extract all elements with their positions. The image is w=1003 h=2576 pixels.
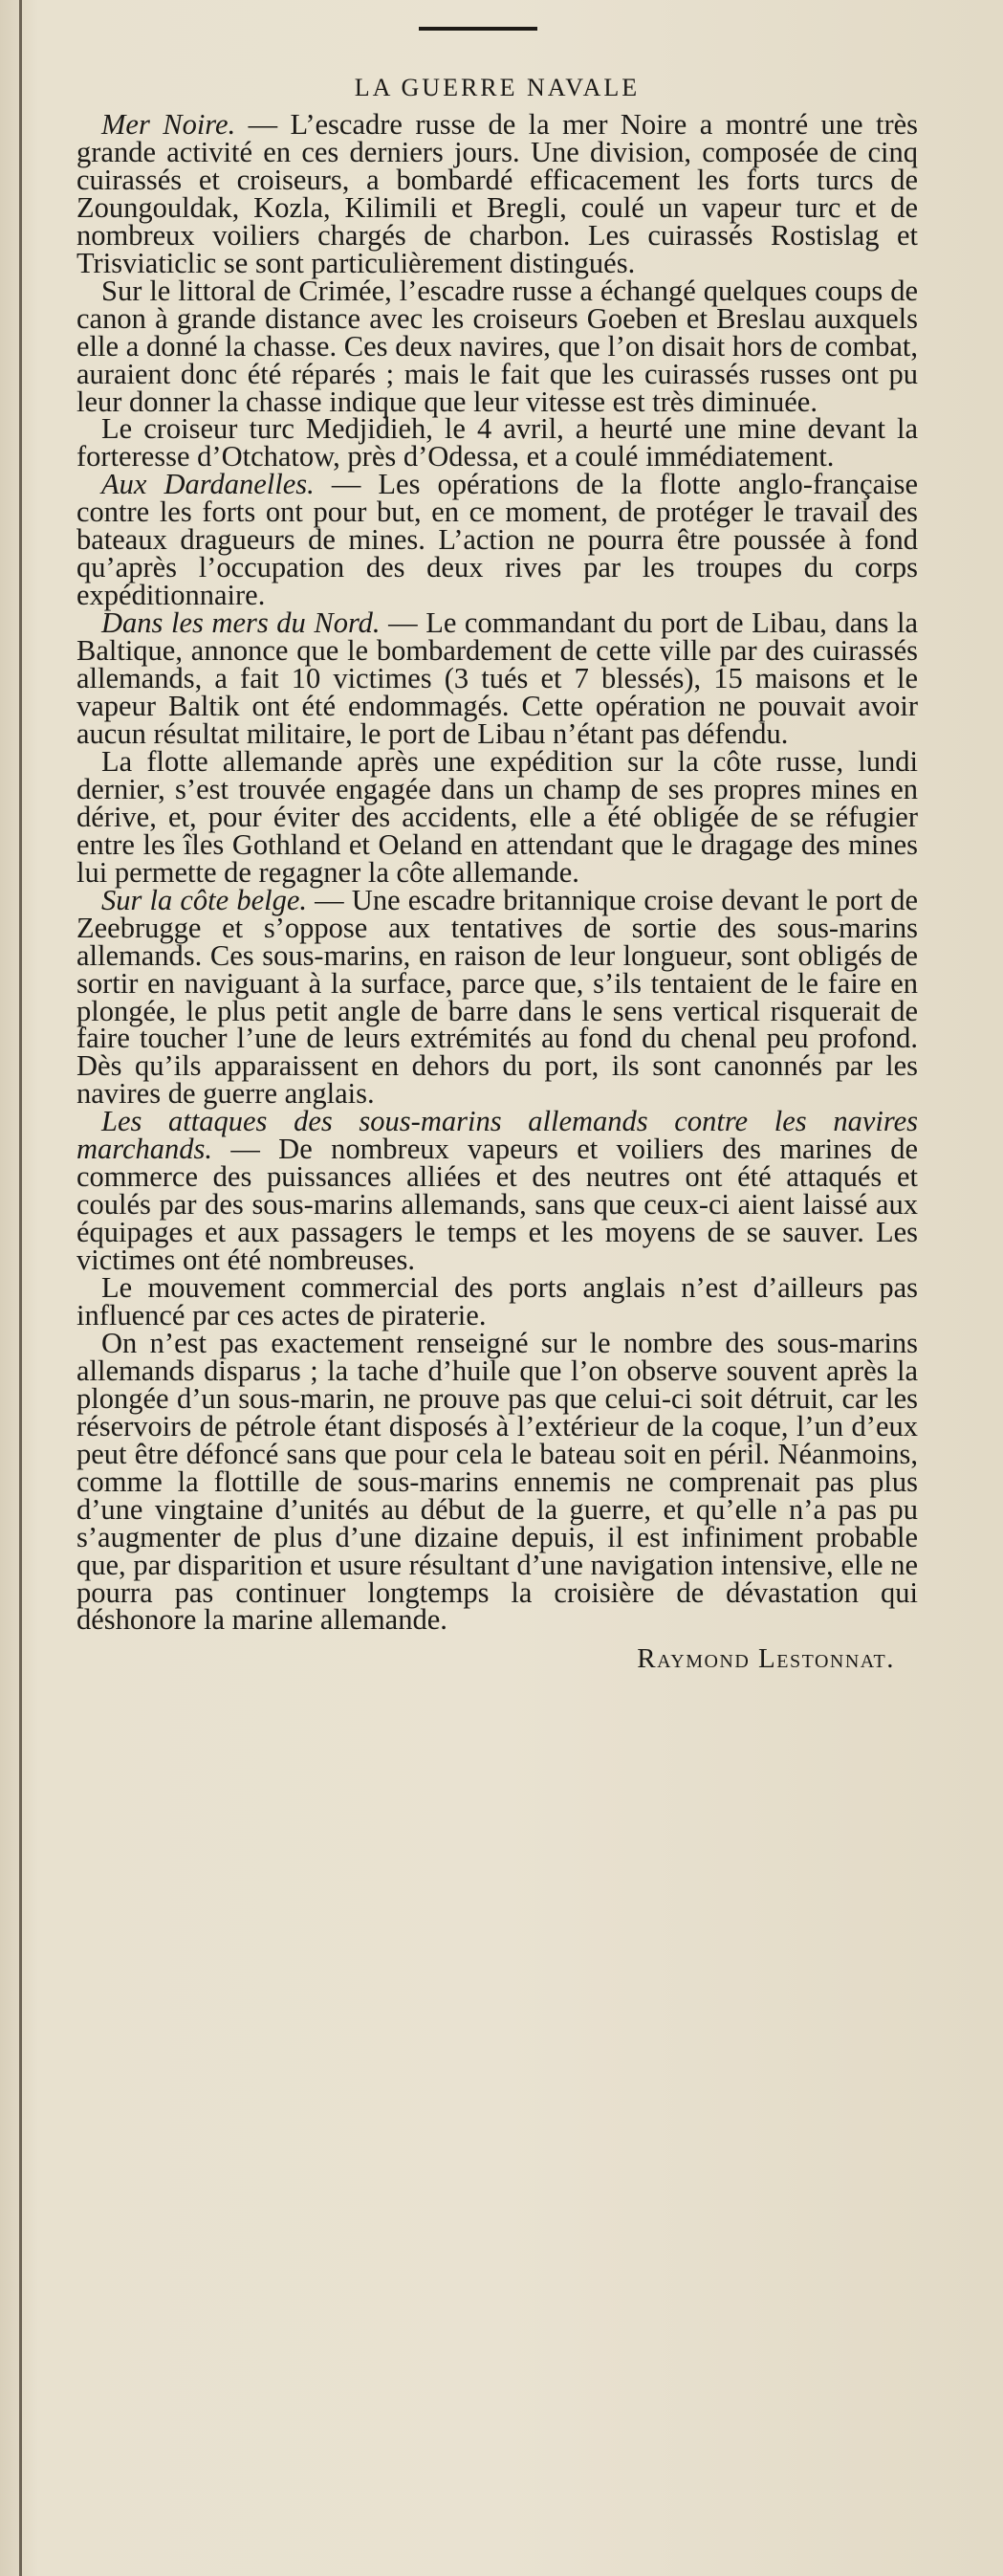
paragraph-title: Mer Noire. — [101, 108, 236, 141]
paragraph-sous-marins-disparus — [76, 1326, 918, 1637]
paragraph-text: — Une escadre britannique croise devant le port de Zeebrugge et s’oppose aux tentatives de sortie des sous-marins allemands. Ces sous-marins, en raison de leur longueur, sont obligés de sortir en naviguant à la surface, parce que, s’ils tentaient de le faire en plongée, le plus petit angle de barre dans le sens vertical risquerait de faire toucher l’une de leurs extrémités au fond du chenal peu profond. Dès qu’ils apparaissent en dehors du port, ils sont canonnés par les navires de guerre anglais. — [76, 883, 918, 1111]
header-rule — [419, 27, 537, 31]
paragraph-mer-noire — [76, 108, 919, 279]
paragraph-text: La flotte allemande après une expédition sur la côte russe, lundi dernier, s’est trouvée engagée dans un champ de ses propres mines en dérive, et, pour éviter des accidents, elle a été obligée de se réfugier entre les îles Gothland et Oeland en attendant que le dragage des mines lui permette de regagner la côte allemande. — [76, 744, 918, 889]
paragraph-text: — De nombreux vapeurs et voiliers des marines de commerce des puissances alliées et des neutres ont été attaqués et coulés par des sous-marins allemands, sans que ceux-ci aient laissé aux équipages et aux passagers le temps et les moyens de se sauver. Les victimes ont été nombreuses. — [76, 1133, 918, 1277]
paragraph-medjidieh — [76, 412, 918, 473]
paragraph-title: Aux Dardanelles. — [101, 468, 315, 501]
paragraph-attaques-sous-marins — [76, 1105, 918, 1277]
paragraph-text: Le croiseur turc Medjidieh, le 4 avril, a heurté une mine devant la forteresse d’Otchatow, près d’Odessa, et a coulé immédiatement. — [76, 412, 918, 473]
column-rule — [19, 0, 22, 2576]
paragraph-mers-du-nord — [76, 606, 918, 750]
paragraph-flotte-allemande — [76, 744, 918, 889]
paragraph-crimee — [76, 274, 918, 418]
paragraph-mouvement-commercial — [76, 1271, 918, 1332]
paragraph-text: Sur le littoral de Crimée, l’escadre russe a échangé quelques coups de canon à grande distance avec les croiseurs Goeben et Breslau auxquels elle a donné la chasse. Ces deux navires, que l’on disait hors de combat, auraient donc été réparés ; mais le fait que les cuirassés russes ont pu leur donner la chasse indique que leur vitesse est très diminuée. — [76, 274, 918, 418]
paragraph-text: Le mouvement commercial des ports anglais n’est d’ailleurs pas influencé par ces actes de piraterie. — [76, 1271, 918, 1332]
article-column — [76, 71, 918, 1673]
paragraph-title: Sur la côte belge. — [101, 883, 307, 916]
paragraph-text: — Les opérations de la flotte anglo-française contre les forts ont pour but, en ce moment, de protéger le travail des bateaux dragueurs de mines. L’action ne pourra être poussée à fond qu’après l’occupation des deux rives par les troupes du corps expéditionnaire. — [76, 468, 918, 612]
paragraph-title: Les attaques des sous-marins allemands contre les navires marchands. — [76, 1105, 918, 1166]
paragraph-title: Dans les mers du Nord. — [101, 606, 381, 640]
paragraph-text: — L’escadre russe de la mer Noire a montré une très grande activité en ces derniers jours. Une division, composée de cinq cuirassés et croiseurs, a bombardé efficacement les forts turcs de Zoungouldak, Kozla, Kilimili et Bregli, coulé un vapeur turc et de nombreux voiliers chargés de charbon. Les cuirassés Rostislag et Trisviaticlic se sont particulièrement distingués. — [76, 108, 919, 279]
paragraph-text: On n’est pas exactement renseigné sur le nombre des sous-marins allemands disparus ; la tache d’huile que l’on observe souvent après la plongée d’un sous-marin, ne prouve pas que celui-ci soit détruit, car les réservoirs de pétrole étant disposés à l’extérieur de la coque, l’un d’eux peut être défoncé sans que pour cela le bateau soit en péril. Néanmoins, comme la flottille de sous-marins ennemis ne comprenait pas plus d’une vingtaine d’unités au début de la guerre, et qu’elle n’a pas pu s’augmenter de plus d’une dizaine depuis, il est infiniment probable que, par disparition et usure résultant d’une navigation intensive, elle ne pourra pas continuer longtemps la croisière de dévastation qui déshonore la marine allemande. — [76, 1326, 918, 1637]
article-body — [76, 108, 919, 1637]
paragraph-dardanelles — [76, 468, 918, 612]
article-heading: LA GUERRE NAVALE — [354, 74, 641, 101]
paragraph-cote-belge — [76, 883, 918, 1111]
author-signature: Raymond Lestonnat. — [637, 1643, 895, 1675]
paragraph-text: — Le commandant du port de Libau, dans la Baltique, annonce que le bombardement de cette ville par des cuirassés allemands, a fait 10 victimes (3 tués et 7 blessés), 15 maisons et le vapeur Baltik ont été endommagés. Cette opération ne pouvait avoir aucun résultat militaire, le port de Libau n’étant pas défendu. — [76, 606, 918, 750]
